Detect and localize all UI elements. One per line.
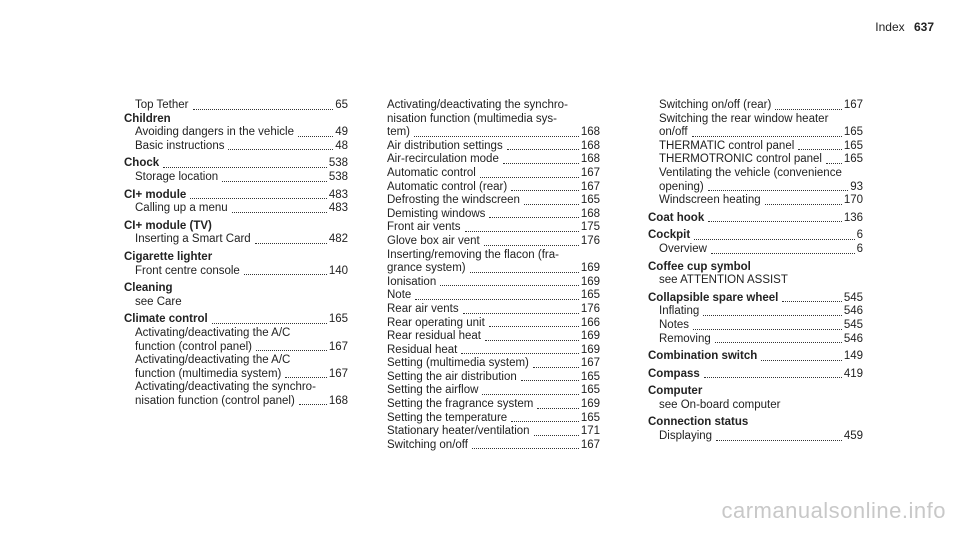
dot-leader bbox=[482, 393, 578, 395]
dot-leader bbox=[484, 244, 579, 246]
index-entry bbox=[387, 221, 600, 235]
entry-text: Top Tether bbox=[135, 99, 189, 111]
dot-leader bbox=[765, 203, 842, 205]
entry-text: Defrosting the windscreen bbox=[387, 194, 520, 207]
entry-text: Automatic control (rear) bbox=[387, 180, 508, 193]
dot-leader bbox=[255, 242, 327, 244]
page-ref: 6 bbox=[856, 229, 863, 242]
entry-text: Residual heat bbox=[387, 343, 458, 356]
entry-text: THERMOTRONIC control panel bbox=[659, 153, 822, 166]
entry-text: Basic instructions bbox=[135, 139, 225, 152]
entry-text: opening) bbox=[659, 180, 704, 193]
page-ref: 136 bbox=[843, 211, 863, 224]
page-ref: 6 bbox=[856, 242, 863, 255]
entry-text: Air distribution settings bbox=[387, 139, 503, 152]
dot-leader bbox=[232, 211, 327, 213]
page-number: 637 bbox=[913, 20, 934, 34]
entry-text: Front air vents bbox=[387, 221, 461, 234]
entry-text: Note bbox=[387, 289, 412, 302]
index-entry bbox=[124, 126, 348, 140]
index-entry bbox=[387, 167, 600, 181]
dot-leader bbox=[708, 189, 848, 191]
page-ref: 169 bbox=[580, 275, 600, 288]
index-heading-entry bbox=[648, 212, 863, 226]
index-entry bbox=[648, 99, 863, 113]
index-text-line: Activating/deactivating the synchro- bbox=[135, 381, 316, 394]
index-text-line: see ATTENTION ASSIST bbox=[659, 274, 788, 287]
index-text-line: Activating/deactivating the A/C bbox=[135, 354, 291, 367]
dot-leader bbox=[715, 341, 842, 343]
dot-leader bbox=[534, 434, 579, 436]
entry-text: Overview bbox=[659, 242, 707, 255]
index-entry bbox=[648, 194, 863, 208]
index-entry bbox=[387, 140, 600, 154]
entry-text: Setting the fragrance system bbox=[387, 398, 534, 411]
index-entry bbox=[387, 181, 600, 195]
page-ref: 545 bbox=[843, 318, 863, 331]
dot-leader bbox=[716, 439, 842, 441]
dot-leader bbox=[826, 162, 842, 164]
entry-text: Air-recirculation mode bbox=[387, 153, 499, 166]
dot-leader bbox=[782, 300, 841, 302]
entry-text: Switching on/off (rear) bbox=[659, 99, 772, 111]
page-ref: 459 bbox=[843, 430, 863, 443]
index-text-line: see On-board computer bbox=[659, 398, 781, 411]
page-ref: 165 bbox=[580, 384, 600, 397]
index-heading: Cigarette lighter bbox=[124, 250, 213, 263]
page-ref: 170 bbox=[843, 194, 863, 207]
dot-leader bbox=[694, 238, 854, 240]
index-heading: Coffee cup symbol bbox=[648, 260, 751, 273]
entry-text: Setting the temperature bbox=[387, 411, 508, 424]
dot-leader bbox=[163, 166, 327, 168]
page-ref: 165 bbox=[843, 139, 863, 152]
entry-text: function (control panel) bbox=[135, 340, 252, 353]
index-entry bbox=[124, 341, 348, 355]
index-text-line: Ventilating the vehicle (convenience bbox=[659, 166, 842, 179]
page-ref: 546 bbox=[843, 332, 863, 345]
page-ref: 538 bbox=[328, 157, 348, 170]
page-ref: 167 bbox=[580, 357, 600, 370]
index-text-line: Switching the rear window heater bbox=[659, 112, 829, 125]
dot-leader bbox=[440, 284, 579, 286]
page-ref: 419 bbox=[843, 367, 863, 380]
page-ref: 168 bbox=[580, 153, 600, 166]
dot-leader bbox=[222, 180, 327, 182]
index-entry bbox=[387, 303, 600, 317]
index-entry bbox=[124, 233, 348, 247]
dot-leader bbox=[414, 135, 579, 137]
entry-text: Inflating bbox=[659, 305, 700, 318]
entry-text: Inserting a Smart Card bbox=[135, 233, 251, 246]
index-entry bbox=[124, 140, 348, 154]
index-entry bbox=[387, 384, 600, 398]
index-text-line: Activating/deactivating the synchro- bbox=[387, 99, 568, 111]
index-entry bbox=[387, 371, 600, 385]
index-entry bbox=[387, 398, 600, 412]
entry-text: Storage location bbox=[135, 170, 219, 183]
dot-leader bbox=[704, 376, 842, 378]
entry-text: on/off bbox=[659, 126, 688, 139]
entry-text: Chock bbox=[124, 157, 160, 170]
page-ref: 546 bbox=[843, 305, 863, 318]
index-heading-entry bbox=[648, 229, 863, 243]
page-ref: 169 bbox=[580, 330, 600, 343]
index-entry bbox=[124, 395, 348, 409]
entry-text: Rear residual heat bbox=[387, 330, 481, 343]
dot-leader bbox=[285, 376, 326, 378]
dot-leader bbox=[212, 322, 327, 324]
entry-text: Rear air vents bbox=[387, 302, 459, 315]
index-entry bbox=[387, 276, 600, 290]
page-ref: 167 bbox=[580, 180, 600, 193]
index-column-1 bbox=[124, 99, 348, 408]
entry-text: Compass bbox=[648, 367, 700, 380]
entry-text: grance system) bbox=[387, 262, 466, 275]
index-entry bbox=[648, 319, 863, 333]
entry-text: Switching on/off bbox=[387, 438, 468, 451]
dot-leader bbox=[521, 379, 579, 381]
page-ref: 93 bbox=[850, 180, 863, 193]
dot-leader bbox=[524, 203, 579, 205]
page-ref: 165 bbox=[580, 370, 600, 383]
page-ref: 165 bbox=[580, 194, 600, 207]
index-entry bbox=[648, 305, 863, 319]
page-ref: 168 bbox=[580, 139, 600, 152]
index-entry bbox=[648, 126, 863, 140]
page-ref: 165 bbox=[328, 313, 348, 326]
index-heading-entry bbox=[124, 189, 348, 203]
dot-leader bbox=[461, 352, 578, 354]
index-heading: Computer bbox=[648, 385, 703, 398]
dot-leader bbox=[472, 447, 579, 449]
entry-text: Demisting windows bbox=[387, 207, 486, 220]
entry-text: Automatic control bbox=[387, 166, 476, 179]
dot-leader bbox=[511, 189, 579, 191]
entry-text: Setting the air distribution bbox=[387, 370, 517, 383]
index-entry bbox=[648, 243, 863, 257]
index-entry bbox=[387, 344, 600, 358]
index-entry bbox=[387, 439, 600, 453]
index-heading: Cleaning bbox=[124, 282, 173, 295]
page-header bbox=[875, 20, 934, 34]
page-ref: 483 bbox=[328, 188, 348, 201]
header-title: Index bbox=[875, 20, 905, 34]
dot-leader bbox=[256, 349, 327, 351]
page-ref: 167 bbox=[328, 367, 348, 380]
index-column-2 bbox=[387, 99, 600, 452]
page-ref: 140 bbox=[328, 264, 348, 277]
page-ref: 168 bbox=[580, 126, 600, 139]
index-heading-entry bbox=[648, 368, 863, 382]
index-column-3 bbox=[648, 99, 863, 444]
index-heading-entry bbox=[648, 350, 863, 364]
dot-leader bbox=[693, 328, 842, 330]
page-ref: 483 bbox=[328, 202, 348, 215]
page-ref: 167 bbox=[328, 340, 348, 353]
dot-leader bbox=[228, 148, 333, 150]
index-entry bbox=[387, 208, 600, 222]
index-text-line: Inserting/removing the flacon (fra- bbox=[387, 248, 559, 261]
page-ref: 166 bbox=[580, 316, 600, 329]
index-text-line: Activating/deactivating the A/C bbox=[135, 326, 291, 339]
page-ref: 169 bbox=[580, 262, 600, 275]
dot-leader bbox=[798, 148, 842, 150]
dot-leader bbox=[465, 230, 579, 232]
entry-text: nisation function (control panel) bbox=[135, 394, 295, 407]
dot-leader bbox=[244, 273, 327, 275]
index-heading: Children bbox=[124, 112, 171, 125]
index-entry bbox=[387, 357, 600, 371]
entry-text: Displaying bbox=[659, 430, 713, 443]
page-ref: 48 bbox=[335, 139, 348, 152]
page-ref: 165 bbox=[843, 153, 863, 166]
page-ref: 176 bbox=[580, 234, 600, 247]
entry-text: Stationary heater/ventilation bbox=[387, 425, 530, 438]
index-heading-entry bbox=[648, 292, 863, 306]
index-heading: Connection status bbox=[648, 416, 749, 429]
entry-text: Notes bbox=[659, 318, 690, 331]
entry-text: Removing bbox=[659, 332, 711, 345]
dot-leader bbox=[489, 216, 578, 218]
index-entry bbox=[124, 368, 348, 382]
dot-leader bbox=[711, 252, 855, 254]
index-text-line: nisation function (multimedia sys- bbox=[387, 112, 558, 125]
index-heading: CI+ module (TV) bbox=[124, 219, 212, 232]
dot-leader bbox=[485, 339, 579, 341]
entry-text: Climate control bbox=[124, 313, 208, 326]
entry-text: tem) bbox=[387, 126, 410, 139]
index-entry bbox=[387, 412, 600, 426]
index-entry bbox=[648, 430, 863, 444]
index-entry bbox=[648, 140, 863, 154]
page-ref: 168 bbox=[328, 394, 348, 407]
page-ref: 171 bbox=[580, 425, 600, 438]
index-entry bbox=[387, 153, 600, 167]
dot-leader bbox=[761, 359, 842, 361]
entry-text: Cockpit bbox=[648, 229, 691, 242]
page-ref: 169 bbox=[580, 398, 600, 411]
dot-leader bbox=[503, 162, 579, 164]
entry-text: THERMATIC control panel bbox=[659, 139, 795, 152]
dot-leader bbox=[507, 148, 579, 150]
entry-text: Setting the airflow bbox=[387, 384, 479, 397]
index-entry bbox=[648, 153, 863, 167]
index-entry bbox=[124, 265, 348, 279]
dot-leader bbox=[537, 407, 578, 409]
dot-leader bbox=[463, 312, 579, 314]
page-ref: 168 bbox=[580, 207, 600, 220]
page-ref: 538 bbox=[328, 170, 348, 183]
page-ref: 65 bbox=[335, 99, 348, 111]
page-ref: 169 bbox=[580, 343, 600, 356]
page-ref: 545 bbox=[843, 291, 863, 304]
index-entry bbox=[387, 289, 600, 303]
page-ref: 165 bbox=[580, 289, 600, 302]
page-ref: 167 bbox=[580, 166, 600, 179]
entry-text: Rear operating unit bbox=[387, 316, 485, 329]
index-text-line: see Care bbox=[135, 295, 182, 308]
index-entry bbox=[387, 262, 600, 276]
index-entry bbox=[387, 194, 600, 208]
entry-text: function (multimedia system) bbox=[135, 367, 282, 380]
dot-leader bbox=[470, 271, 579, 273]
entry-text: Ionisation bbox=[387, 275, 437, 288]
page-ref: 49 bbox=[335, 126, 348, 139]
index-heading-entry bbox=[124, 157, 348, 171]
entry-text: CI+ module bbox=[124, 188, 187, 201]
dot-leader bbox=[775, 108, 842, 110]
dot-leader bbox=[703, 314, 842, 316]
entry-text: Front centre console bbox=[135, 264, 240, 277]
entry-text: Glove box air vent bbox=[387, 234, 480, 247]
page-ref: 165 bbox=[843, 126, 863, 139]
index-entry bbox=[124, 202, 348, 216]
dot-leader bbox=[489, 325, 579, 327]
entry-text: Windscreen heating bbox=[659, 194, 761, 207]
index-heading-entry bbox=[124, 313, 348, 327]
dot-leader bbox=[692, 135, 842, 137]
page-ref: 167 bbox=[843, 99, 863, 111]
dot-leader bbox=[511, 420, 579, 422]
page-ref: 149 bbox=[843, 350, 863, 363]
dot-leader bbox=[299, 403, 327, 405]
entry-text: Combination switch bbox=[648, 350, 758, 363]
page-ref: 175 bbox=[580, 221, 600, 234]
dot-leader bbox=[193, 108, 334, 110]
entry-text: Collapsible spare wheel bbox=[648, 291, 779, 304]
index-entry bbox=[387, 425, 600, 439]
page-ref: 167 bbox=[580, 438, 600, 451]
index-entry bbox=[648, 333, 863, 347]
watermark: carmanualsonline.info bbox=[721, 498, 946, 523]
index-entry bbox=[387, 235, 600, 249]
index-entry bbox=[124, 171, 348, 185]
index-entry bbox=[124, 99, 348, 113]
dot-leader bbox=[480, 176, 579, 178]
index-entry bbox=[387, 330, 600, 344]
dot-leader bbox=[533, 366, 579, 368]
page-ref: 482 bbox=[328, 233, 348, 246]
dot-leader bbox=[708, 220, 842, 222]
entry-text: Coat hook bbox=[648, 211, 705, 224]
entry-text: Calling up a menu bbox=[135, 202, 228, 215]
index-entry bbox=[387, 126, 600, 140]
dot-leader bbox=[415, 298, 579, 300]
index-entry bbox=[648, 181, 863, 195]
index-entry bbox=[387, 317, 600, 331]
page-ref: 165 bbox=[580, 411, 600, 424]
page-ref: 176 bbox=[580, 302, 600, 315]
entry-text: Avoiding dangers in the vehicle bbox=[135, 126, 294, 139]
dot-leader bbox=[298, 135, 333, 137]
dot-leader bbox=[190, 197, 327, 199]
entry-text: Setting (multimedia system) bbox=[387, 357, 529, 370]
